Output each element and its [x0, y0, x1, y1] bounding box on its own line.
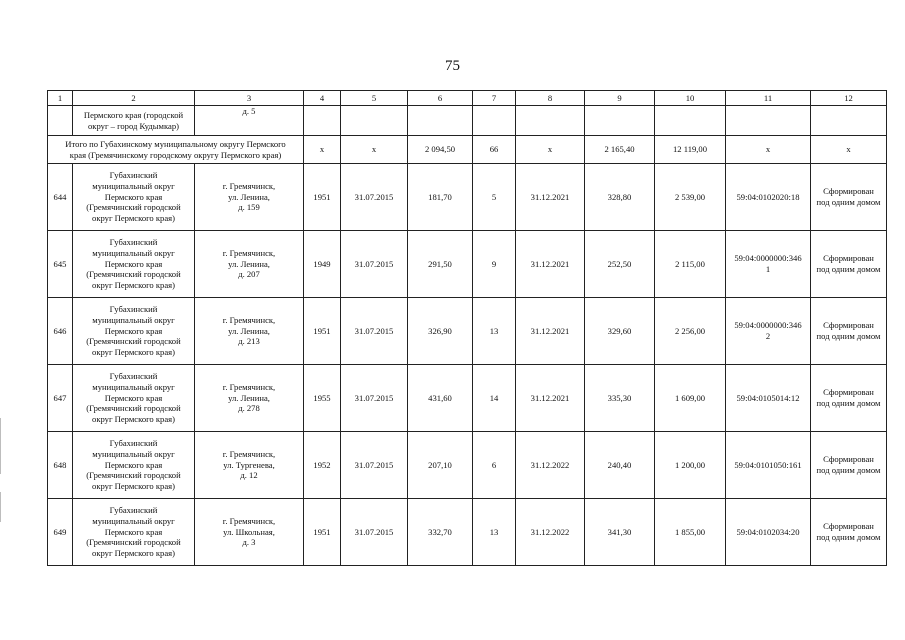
text-line: Сформирован — [823, 186, 874, 197]
cadastral-number-cell — [726, 164, 811, 231]
text-line: под одним домом — [816, 264, 881, 274]
cadastral-number-cell — [726, 499, 811, 566]
text-line: 59:04:0102034:20 — [736, 526, 800, 537]
text-line: округ Пермского края) — [92, 213, 175, 224]
status-cell — [811, 298, 887, 365]
text-line: г. Гремячинск, — [222, 448, 276, 459]
text-line: Пермского края — [104, 258, 163, 269]
text-line: 59:04:0105014:12 — [736, 392, 800, 403]
municipality-cell — [73, 298, 195, 365]
total-c11: х — [726, 136, 811, 164]
text-line: ул. Ленина, — [228, 258, 270, 269]
text-line: под одним домом — [816, 197, 881, 207]
text-line: округ Пермского края) — [92, 347, 175, 358]
inclusion-date: 31.07.2015 — [341, 432, 408, 499]
text-line: округ Пермского края) — [92, 280, 175, 291]
text-line: г. Гремячинск, — [222, 314, 276, 325]
column-number: 7 — [473, 91, 516, 106]
text-line: ул. Ленина, — [228, 191, 270, 202]
text-line: Сформирован — [823, 320, 874, 331]
text-line: г. Гремячинск, — [222, 381, 276, 392]
text-line: 1 — [765, 264, 771, 274]
text-line: Сформирован — [823, 454, 874, 465]
cell — [585, 106, 655, 136]
residents-count: 6 — [473, 432, 516, 499]
value-10: 1 200,00 — [655, 432, 726, 499]
value-10: 2 539,00 — [655, 164, 726, 231]
text-line: 59:04:0102020:18 — [736, 191, 800, 202]
municipality-cell — [73, 231, 195, 298]
status-cell — [811, 432, 887, 499]
value-10: 2 256,00 — [655, 298, 726, 365]
cadastral-number-cell — [726, 231, 811, 298]
table-body — [48, 91, 887, 566]
cell — [726, 106, 811, 136]
table-row — [48, 432, 887, 499]
build-year: 1951 — [304, 164, 341, 231]
area-value: 181,70 — [408, 164, 473, 231]
text-line: Итого по Губахинскому муниципальному округу Пермского — [65, 138, 286, 149]
column-number: 6 — [408, 91, 473, 106]
text-line: округ Пермского края) — [92, 548, 175, 559]
value-9: 329,60 — [585, 298, 655, 365]
cadastral-number-cell — [726, 432, 811, 499]
residents-count: 13 — [473, 499, 516, 566]
text-line: д. 207 — [238, 269, 260, 280]
table-row — [48, 499, 887, 566]
area-value: 207,10 — [408, 432, 473, 499]
area-value: 326,90 — [408, 298, 473, 365]
status-cell — [811, 231, 887, 298]
residents-count: 13 — [473, 298, 516, 365]
text-line: (Гремячинский городской — [86, 403, 181, 414]
text-line: д. 5 — [242, 106, 256, 116]
address-cell — [195, 231, 304, 298]
cell — [655, 106, 726, 136]
deadline-date: 31.12.2022 — [516, 499, 585, 566]
table-row — [48, 164, 887, 231]
value-10: 1 855,00 — [655, 499, 726, 566]
text-line: д. 12 — [240, 470, 258, 481]
build-year: 1955 — [304, 365, 341, 432]
total-label — [48, 136, 304, 164]
row-number: 648 — [48, 432, 73, 499]
text-line: ул. Ленина, — [228, 392, 270, 403]
row-number: 646 — [48, 298, 73, 365]
text-line: д. 3 — [242, 537, 256, 548]
text-line: 59:04:0101050:161 — [734, 459, 802, 470]
text-line: г. Гремячинск, — [222, 180, 276, 191]
continuation-municipality — [73, 106, 195, 136]
status-cell — [811, 365, 887, 432]
area-value: 332,70 — [408, 499, 473, 566]
total-c10: 12 119,00 — [655, 136, 726, 164]
inclusion-date: 31.07.2015 — [341, 499, 408, 566]
area-value: 291,50 — [408, 231, 473, 298]
residents-count: 14 — [473, 365, 516, 432]
column-number: 5 — [341, 91, 408, 106]
text-line: Пермского края (городской — [83, 109, 184, 120]
total-c4: х — [304, 136, 341, 164]
text-line: округ Пермского края) — [92, 414, 175, 425]
area-value: 431,60 — [408, 365, 473, 432]
text-line: под одним домом — [816, 331, 881, 341]
text-line: Пермского края — [104, 526, 163, 537]
column-number: 3 — [195, 91, 304, 106]
text-line: ул. Тургенева, — [223, 459, 275, 470]
text-line: д. 278 — [238, 403, 260, 414]
municipality-cell — [73, 164, 195, 231]
deadline-date: 31.12.2021 — [516, 231, 585, 298]
text-line: под одним домом — [816, 532, 881, 542]
value-10: 1 609,00 — [655, 365, 726, 432]
text-line: края (Гремячинскому городскому округу Пермского края) — [69, 149, 282, 160]
row-number: 647 — [48, 365, 73, 432]
column-number: 9 — [585, 91, 655, 106]
table-row — [48, 298, 887, 365]
text-line: (Гремячинский городской — [86, 537, 181, 548]
address-cell — [195, 499, 304, 566]
inclusion-date: 31.07.2015 — [341, 365, 408, 432]
municipality-cell — [73, 499, 195, 566]
total-c5: х — [341, 136, 408, 164]
text-line: Губахинский — [109, 505, 158, 516]
cell — [341, 106, 408, 136]
build-year: 1951 — [304, 298, 341, 365]
cadastral-number-cell — [726, 298, 811, 365]
address-cell — [195, 298, 304, 365]
text-line: ул. Школьная, — [223, 526, 275, 537]
text-line: д. 159 — [238, 202, 260, 213]
text-line: муниципальный округ — [92, 314, 175, 325]
residents-count: 9 — [473, 231, 516, 298]
deadline-date: 31.12.2021 — [516, 298, 585, 365]
build-year: 1951 — [304, 499, 341, 566]
text-line: муниципальный округ — [92, 180, 175, 191]
deadline-date: 31.12.2021 — [516, 365, 585, 432]
text-line: Губахинский — [109, 371, 158, 382]
total-c8: х — [516, 136, 585, 164]
cell — [304, 106, 341, 136]
build-year: 1952 — [304, 432, 341, 499]
address-cell — [195, 164, 304, 231]
text-line: Сформирован — [823, 387, 874, 398]
text-line: Пермского края — [104, 191, 163, 202]
cell — [473, 106, 516, 136]
cell — [408, 106, 473, 136]
scan-edge-mark — [0, 492, 1, 522]
text-line: Пермского края — [104, 325, 163, 336]
text-line: Пермского края — [104, 392, 163, 403]
text-line: (Гремячинский городской — [86, 269, 181, 280]
text-line: д. 213 — [238, 336, 260, 347]
value-9: 240,40 — [585, 432, 655, 499]
total-count: 66 — [473, 136, 516, 164]
inclusion-date: 31.07.2015 — [341, 164, 408, 231]
status-cell — [811, 164, 887, 231]
text-line: муниципальный округ — [92, 448, 175, 459]
column-number: 1 — [48, 91, 73, 106]
residents-count: 5 — [473, 164, 516, 231]
total-c12: х — [811, 136, 887, 164]
municipality-cell — [73, 365, 195, 432]
text-line: Губахинский — [109, 438, 158, 449]
status-cell — [811, 499, 887, 566]
cell — [811, 106, 887, 136]
continuation-row — [48, 106, 887, 136]
value-10: 2 115,00 — [655, 231, 726, 298]
value-9: 252,50 — [585, 231, 655, 298]
row-number: 644 — [48, 164, 73, 231]
column-number: 2 — [73, 91, 195, 106]
value-9: 335,30 — [585, 365, 655, 432]
inclusion-date: 31.07.2015 — [341, 298, 408, 365]
column-number: 10 — [655, 91, 726, 106]
text-line: (Гремячинский городской — [86, 202, 181, 213]
text-line: (Гремячинский городской — [86, 470, 181, 481]
address-cell — [195, 365, 304, 432]
text-line: 2 — [765, 331, 771, 341]
deadline-date: 31.12.2022 — [516, 432, 585, 499]
text-line: Сформирован — [823, 253, 874, 264]
table-row — [48, 231, 887, 298]
text-line: Сформирован — [823, 521, 874, 532]
build-year: 1949 — [304, 231, 341, 298]
row-number: 649 — [48, 499, 73, 566]
text-line: под одним домом — [816, 398, 881, 408]
value-9: 328,80 — [585, 164, 655, 231]
cell — [516, 106, 585, 136]
text-line: округ – город Кудымкар) — [88, 120, 179, 131]
column-number: 8 — [516, 91, 585, 106]
text-line: ул. Ленина, — [228, 325, 270, 336]
text-line: муниципальный округ — [92, 381, 175, 392]
text-line: (Гремячинский городской — [86, 336, 181, 347]
text-line: Губахинский — [109, 304, 158, 315]
column-number: 11 — [726, 91, 811, 106]
cadastral-number-cell — [726, 365, 811, 432]
page-number: 75 — [445, 58, 460, 74]
deadline-date: 31.12.2021 — [516, 164, 585, 231]
inclusion-date: 31.07.2015 — [341, 231, 408, 298]
housing-registry-table — [47, 90, 887, 566]
total-c9: 2 165,40 — [585, 136, 655, 164]
total-row — [48, 136, 887, 164]
text-line: Пермского края — [104, 459, 163, 470]
address-cell — [195, 432, 304, 499]
scan-edge-mark — [0, 418, 1, 474]
column-number: 12 — [811, 91, 887, 106]
column-number: 4 — [304, 91, 341, 106]
table-row — [48, 365, 887, 432]
text-line: г. Гремячинск, — [222, 515, 276, 526]
total-area: 2 094,50 — [408, 136, 473, 164]
municipality-cell — [73, 432, 195, 499]
text-line: 59:04:0000000:346 — [734, 320, 802, 331]
column-number-row — [48, 91, 887, 106]
row-number: 645 — [48, 231, 73, 298]
text-line: г. Гремячинск, — [222, 247, 276, 258]
text-line: округ Пермского края) — [92, 481, 175, 492]
text-line: муниципальный округ — [92, 515, 175, 526]
text-line: под одним домом — [816, 465, 881, 475]
continuation-address — [195, 106, 304, 136]
cell — [48, 106, 73, 136]
text-line: 59:04:0000000:346 — [734, 253, 802, 264]
value-9: 341,30 — [585, 499, 655, 566]
text-line: муниципальный округ — [92, 247, 175, 258]
text-line: Губахинский — [109, 170, 158, 181]
text-line: Губахинский — [109, 237, 158, 248]
